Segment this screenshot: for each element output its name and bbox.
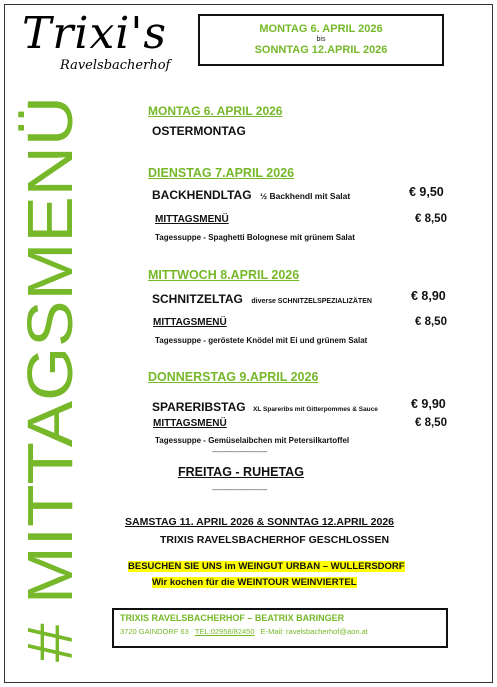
footer-email[interactable]: E-Mail: ravelsbacherhof@aon.at	[260, 627, 368, 636]
tuesday-date: DIENSTAG 7.APRIL 2026	[148, 166, 295, 180]
thursday-special	[152, 398, 378, 416]
tuesday-menu-desc: Tagessuppe - Spaghetti Bolognese mit grünem Salat	[155, 233, 355, 242]
wednesday-menu-desc: Tagessuppe - geröstete Knödel mit Ei und grünem Salat	[155, 336, 368, 345]
weekend-line1: SAMSTAG 11. APRIL 2026 & SONNTAG 12.APRIL 2026	[125, 516, 395, 528]
promo-line1	[128, 561, 405, 572]
tuesday-special-price: € 9,50	[409, 185, 444, 199]
footer-phone[interactable]: TEL:02958/82450	[194, 627, 255, 636]
tuesday-special-name: BACKHENDLTAG	[152, 188, 252, 202]
date-separator: bis	[316, 36, 326, 43]
thursday-menu-price: € 8,50	[415, 417, 447, 429]
thursday-menu-desc: Tagessuppe - Gemüselaibchen mit Petersilkartoffel	[155, 436, 350, 445]
footer-address: 3720 GAINDORF 63	[120, 627, 189, 636]
thursday-divider: ------------------------------	[212, 449, 267, 456]
logo-subtitle: Ravelsbacherhof	[60, 58, 171, 73]
wednesday-special	[152, 290, 372, 308]
promo-line1-text: BESUCHEN SIE UNS im WEINGUT URBAN – WULLERSDORF	[128, 561, 405, 572]
footer-name: TRIXIS RAVELSBACHERHOF – BEATRIX BARINGER	[120, 613, 345, 623]
tuesday-special-desc: ½ Backhendl mit Salat	[260, 191, 351, 201]
wednesday-special-price: € 8,90	[411, 289, 446, 303]
thursday-special-desc: XL Spareribs mit Gitterpommes & Sauce	[253, 406, 378, 413]
wednesday-special-desc: diverse SCHNITZELSPEZIALIZÄTEN	[251, 298, 372, 305]
side-title-text: # MITTAGSMENÜ	[14, 140, 86, 662]
wednesday-special-name: SCHNITZELTAG	[152, 292, 243, 306]
friday-title: FREITAG - RUHETAG	[178, 465, 304, 479]
footer-contact	[120, 627, 440, 636]
thursday-special-price: € 9,90	[411, 397, 446, 411]
logo-title: Trixi's	[22, 8, 168, 59]
tuesday-special	[152, 186, 350, 204]
monday-date: MONTAG 6. APRIL 2026	[148, 104, 283, 118]
friday-divider: ------------------------------	[212, 487, 267, 494]
wednesday-menu-price: € 8,50	[415, 316, 447, 328]
date-range-box	[198, 14, 444, 66]
footer-box	[112, 608, 448, 648]
promo-line2-text: Wir kochen für die WEINTOUR WEINVIERTEL	[152, 577, 357, 588]
thursday-special-name: SPARERIBSTAG	[152, 400, 246, 414]
wednesday-menu-label: MITTAGSMENÜ	[153, 317, 227, 328]
promo-line2	[152, 577, 357, 588]
date-from: MONTAG 6. APRIL 2026	[259, 23, 383, 35]
thursday-menu-label: MITTAGSMENÜ	[153, 418, 227, 429]
monday-title: OSTERMONTAG	[152, 124, 246, 138]
tuesday-menu-price: € 8,50	[415, 213, 447, 225]
wednesday-date: MITTWOCH 8.APRIL 2026	[148, 268, 300, 282]
tuesday-menu-label: MITTAGSMENÜ	[155, 214, 229, 225]
thursday-date: DONNERSTAG 9.APRIL 2026	[148, 370, 319, 384]
side-title	[10, 88, 90, 668]
date-to: SONNTAG 12.APRIL 2026	[254, 44, 388, 56]
weekend-line2: TRIXIS RAVELSBACHERHOF GESCHLOSSEN	[160, 534, 390, 546]
